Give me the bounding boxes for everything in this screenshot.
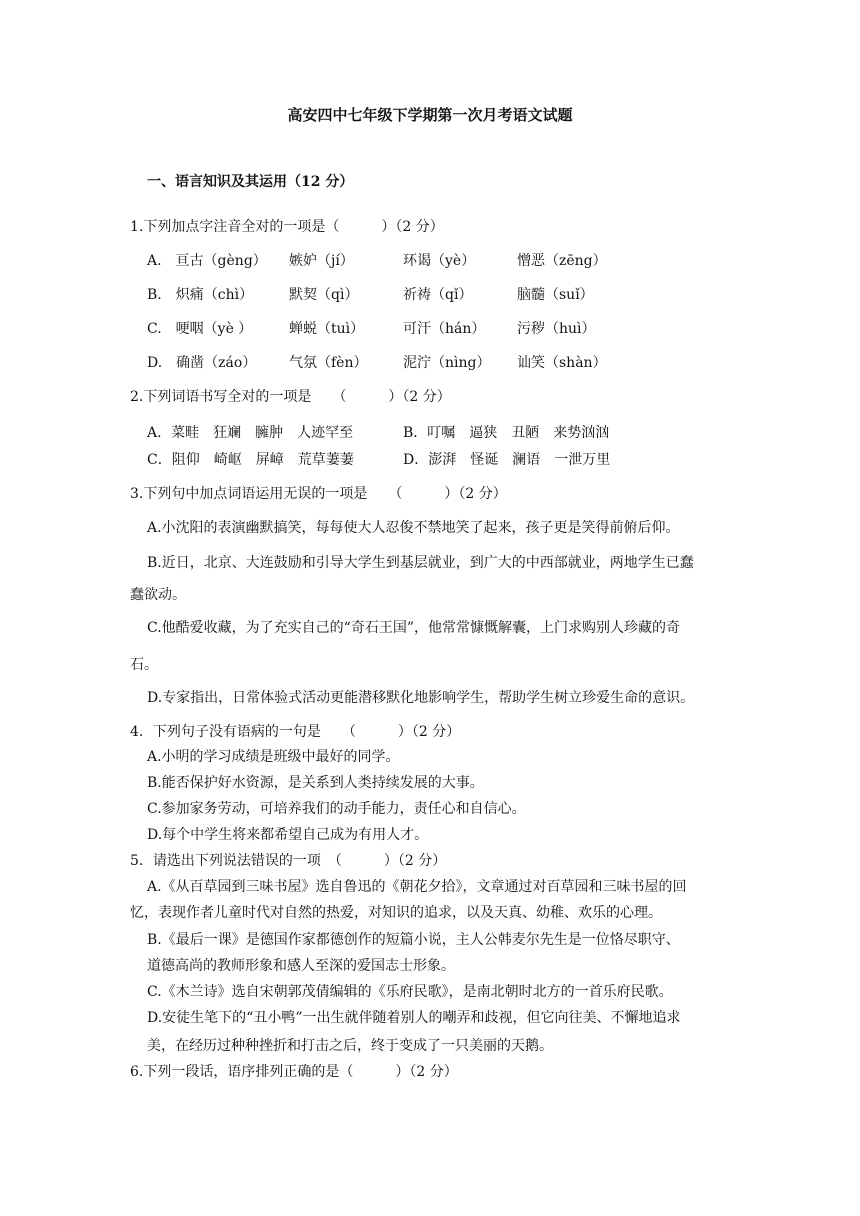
q1-option-c-3: 可汗（hán） <box>403 321 486 337</box>
q2-option-d: D．澎湃 怪诞 澜语 一泄万里 <box>403 452 611 468</box>
q4-option-a: A.小明的学习成绩是班级中最好的同学。 <box>147 749 400 765</box>
q1-option-a-3: 环谒（yè） <box>403 253 476 269</box>
question-3-stem: 3.下列句中加点词语运用无误的一项是 （ ）（2 分） <box>130 486 507 502</box>
q2-option-a: A．菜畦 狂斓 臃肿 人迹罕至 <box>147 425 354 441</box>
q5-option-d-line1: D.安徒生笔下的“丑小鸭”一出生就伴随着别人的嘲弄和歧视，但它向往美、不懈地追求 <box>147 1010 681 1026</box>
q5-option-d-line2: 美，在经历过种种挫折和打击之后，终于变成了一只美丽的天鹅。 <box>147 1038 553 1054</box>
q4-option-b: B.能否保护好水资源，是关系到人类持续发展的大事。 <box>147 775 484 791</box>
q1-option-c-4: 污秽（huì） <box>517 321 596 337</box>
q1-option-b-2: 默契（qì） <box>289 287 359 303</box>
question-1-stem: 1.下列加点字注音全对的一项是（ ）（2 分） <box>130 219 444 235</box>
page-title: 高安四中七年级下学期第一次月考语文试题 <box>287 106 573 124</box>
q1-option-d-4: 讪笑（shàn） <box>517 355 607 371</box>
q2-option-c: C．阻仰 崎岖 屏嶂 荒草萋萋 <box>147 452 354 468</box>
q1-option-b-4: 脑髓（suǐ） <box>517 287 594 303</box>
q1-option-c-1: C. 哽咽（yè ） <box>147 321 253 337</box>
q3-option-b-line1: B.近日，北京、大连鼓励和引导大学生到基层就业，到广大的中西部就业，两地学生已蠢 <box>147 555 694 571</box>
q5-option-a-line2: 忆，表现作者儿童时代对自然的热爱，对知识的追求，以及天真、幼稚、欢乐的心理。 <box>130 905 662 921</box>
q1-option-a-1: A. 亘古（gèng） <box>147 253 267 269</box>
q5-option-c: C.《木兰诗》选自宋朝郭茂倩编辑的《乐府民歌》，是南北朝时北方的一首乐府民歌。 <box>147 984 673 1000</box>
q4-option-c: C.参加家务劳动，可培养我们的动手能力，责任心和自信心。 <box>147 801 526 817</box>
q1-option-a-2: 嫉妒（jí） <box>289 253 354 269</box>
q4-option-d: D.每个中学生将来都希望自己成为有用人才。 <box>147 827 429 843</box>
q3-option-a: A.小沈阳的表演幽默搞笑，每每使大人忍俊不禁地笑了起来，孩子更是笑得前俯后仰。 <box>147 520 680 536</box>
q5-option-a-line1: A.《从百草园到三味书屋》选自鲁迅的《朝花夕拾》，文章通过对百草园和三味书屋的回 <box>147 879 687 895</box>
q1-option-b-1: B. 炽痛（chì） <box>147 287 254 303</box>
q3-option-c-line2: 石。 <box>130 657 158 673</box>
q3-option-d: D.专家指出，日常体验式活动更能潜移默化地影响学生，帮助学生树立珍爱生命的意识。 <box>147 690 695 706</box>
q1-option-a-4: 憎恶（zēng） <box>517 253 607 269</box>
question-5-stem: 5．请选出下列说法错误的一项 （ ）（2 分） <box>130 853 447 869</box>
q1-option-d-3: 泥泞（nìng） <box>403 355 491 371</box>
q1-option-c-2: 蝉蜕（tuì） <box>289 321 365 337</box>
q3-option-c-line1: C.他酷爱收藏，为了充实自己的“奇石王国”，他常常慷慨解囊，上门求购别人珍藏的奇 <box>147 620 680 636</box>
q1-option-b-3: 祈祷（qǐ） <box>403 287 473 303</box>
question-2-stem: 2.下列词语书写全对的一项是 （ ）（2 分） <box>130 389 451 405</box>
q5-option-b-line2: 道德高尚的教师形象和感人至深的爱国志士形象。 <box>147 958 455 974</box>
q1-option-d-2: 气氛（fèn） <box>289 355 368 371</box>
q5-option-b-line1: B.《最后一课》是德国作家都德创作的短篇小说，主人公韩麦尔先生是一位恪尽职守、 <box>147 932 680 948</box>
question-4-stem: 4．下列句子没有语病的一句是 （ ）（2 分） <box>130 724 461 740</box>
q3-option-b-line2: 蠢欲动。 <box>130 587 186 603</box>
question-6-stem: 6.下列一段话，语序排列正确的是（ ）（2 分） <box>130 1064 458 1080</box>
q1-option-d-1: D. 确凿（záo） <box>147 355 257 371</box>
section-heading: 一、语言知识及其运用（12 分） <box>147 174 354 190</box>
q2-option-b: B．叮嘱 逼狭 丑陋 来势汹汹 <box>403 425 610 441</box>
